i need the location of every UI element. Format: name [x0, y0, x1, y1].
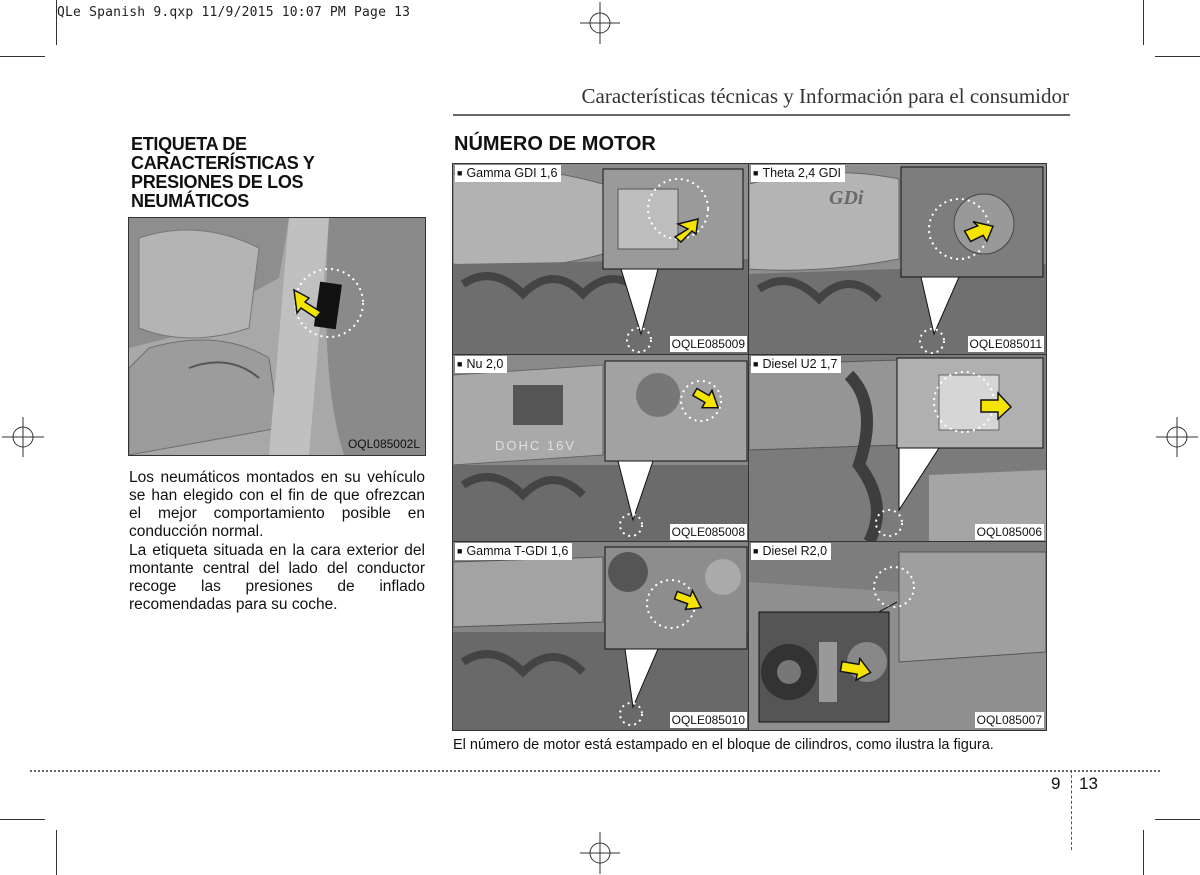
registration-mark-left: [2, 417, 44, 457]
engine-photo: [453, 164, 749, 354]
engine-label-text: Diesel R2,0: [762, 544, 828, 558]
figure-code: OQLE085010: [671, 713, 745, 727]
svg-text:GDi: GDi: [829, 187, 864, 209]
tire-label-title: [131, 135, 391, 211]
tire-label-figure: [128, 217, 426, 456]
footer-divider: [30, 770, 1160, 772]
figure-code: OQL085002L: [347, 437, 420, 451]
registration-mark-top: [580, 2, 620, 44]
engine-number-caption: El número de motor está estampado en el bloque de cilindros, como ilustra la figura.: [453, 737, 994, 753]
engine-label: ■ Diesel U2 1,7: [751, 356, 841, 373]
engine-label: ■ Theta 2,4 GDI: [751, 165, 845, 182]
crop-mark: [1155, 819, 1200, 820]
registration-mark-bottom: [580, 832, 620, 874]
svg-text:DOHC 16V: DOHC 16V: [495, 438, 577, 453]
chapter-number: 9: [1051, 774, 1061, 793]
engine-figure: [452, 163, 750, 355]
tire-paragraph: Los neumáticos montados en su vehículo se han elegido con el fin de que ofrezcan el mejor comportamiento posible en conducción normal.: [129, 469, 425, 540]
crop-mark: [1155, 56, 1200, 57]
figure-code: OQLE085008: [671, 525, 745, 539]
engine-label-text: Theta 2,4 GDI: [762, 166, 841, 180]
registration-mark-right: [1156, 417, 1198, 457]
engine-figure: [452, 541, 750, 731]
chapter-header-title: Características técnicas y Información para el consumidor: [581, 84, 1069, 108]
tire-title-line: NEUMÁTICOS: [131, 191, 249, 211]
tire-paragraph: La etiqueta situada en la cara exterior del montante central del lado del conductor recoge las presiones de inflado recomendadas para su coche.: [129, 542, 425, 613]
crop-mark: [1143, 830, 1144, 875]
engine-label-text: Diesel U2 1,7: [762, 357, 838, 371]
header-rule: [453, 114, 1070, 116]
engine-label-text: Nu 2,0: [466, 357, 504, 371]
figure-code: OQL085006: [976, 525, 1042, 539]
engine-label: ■ Gamma GDI 1,6: [455, 165, 561, 182]
engine-number-title: NÚMERO DE MOTOR: [454, 133, 656, 155]
engine-figure: [452, 354, 750, 543]
crop-mark: [1143, 0, 1144, 45]
print-slug: QLe Spanish 9.qxp 11/9/2015 10:07 PM Page 13: [57, 5, 411, 20]
figure-code: OQL085007: [976, 713, 1042, 727]
engine-label: ■ Nu 2,0: [455, 356, 507, 373]
tire-title-line: ETIQUETA DE: [131, 134, 247, 154]
engine-figure: [748, 163, 1047, 355]
engine-label-text: Gamma T-GDI 1,6: [466, 544, 569, 558]
tire-title-line: CARACTERÍSTICAS Y: [131, 153, 315, 173]
figure-code: OQLE085011: [969, 337, 1042, 351]
engine-photo: [749, 542, 1046, 730]
figure-code: OQLE085009: [671, 337, 745, 351]
engine-photo: [453, 542, 749, 730]
engine-photo: [749, 164, 1046, 354]
door-pillar-illustration: [129, 218, 425, 455]
engine-photo: [749, 355, 1046, 542]
engine-figure: [748, 354, 1047, 543]
crop-mark: [0, 819, 45, 820]
page-number: 13: [1079, 774, 1098, 793]
engine-label: ■ Gamma T-GDI 1,6: [455, 543, 572, 560]
engine-label: ■ Diesel R2,0: [751, 543, 831, 560]
engine-figure: [748, 541, 1047, 731]
crop-mark: [0, 56, 45, 57]
tire-title-line: PRESIONES DE LOS: [131, 172, 304, 192]
engine-photo: [453, 355, 749, 542]
crop-mark: [56, 830, 57, 875]
page-number-separator: [1071, 770, 1072, 850]
engine-label-text: Gamma GDI 1,6: [466, 166, 558, 180]
